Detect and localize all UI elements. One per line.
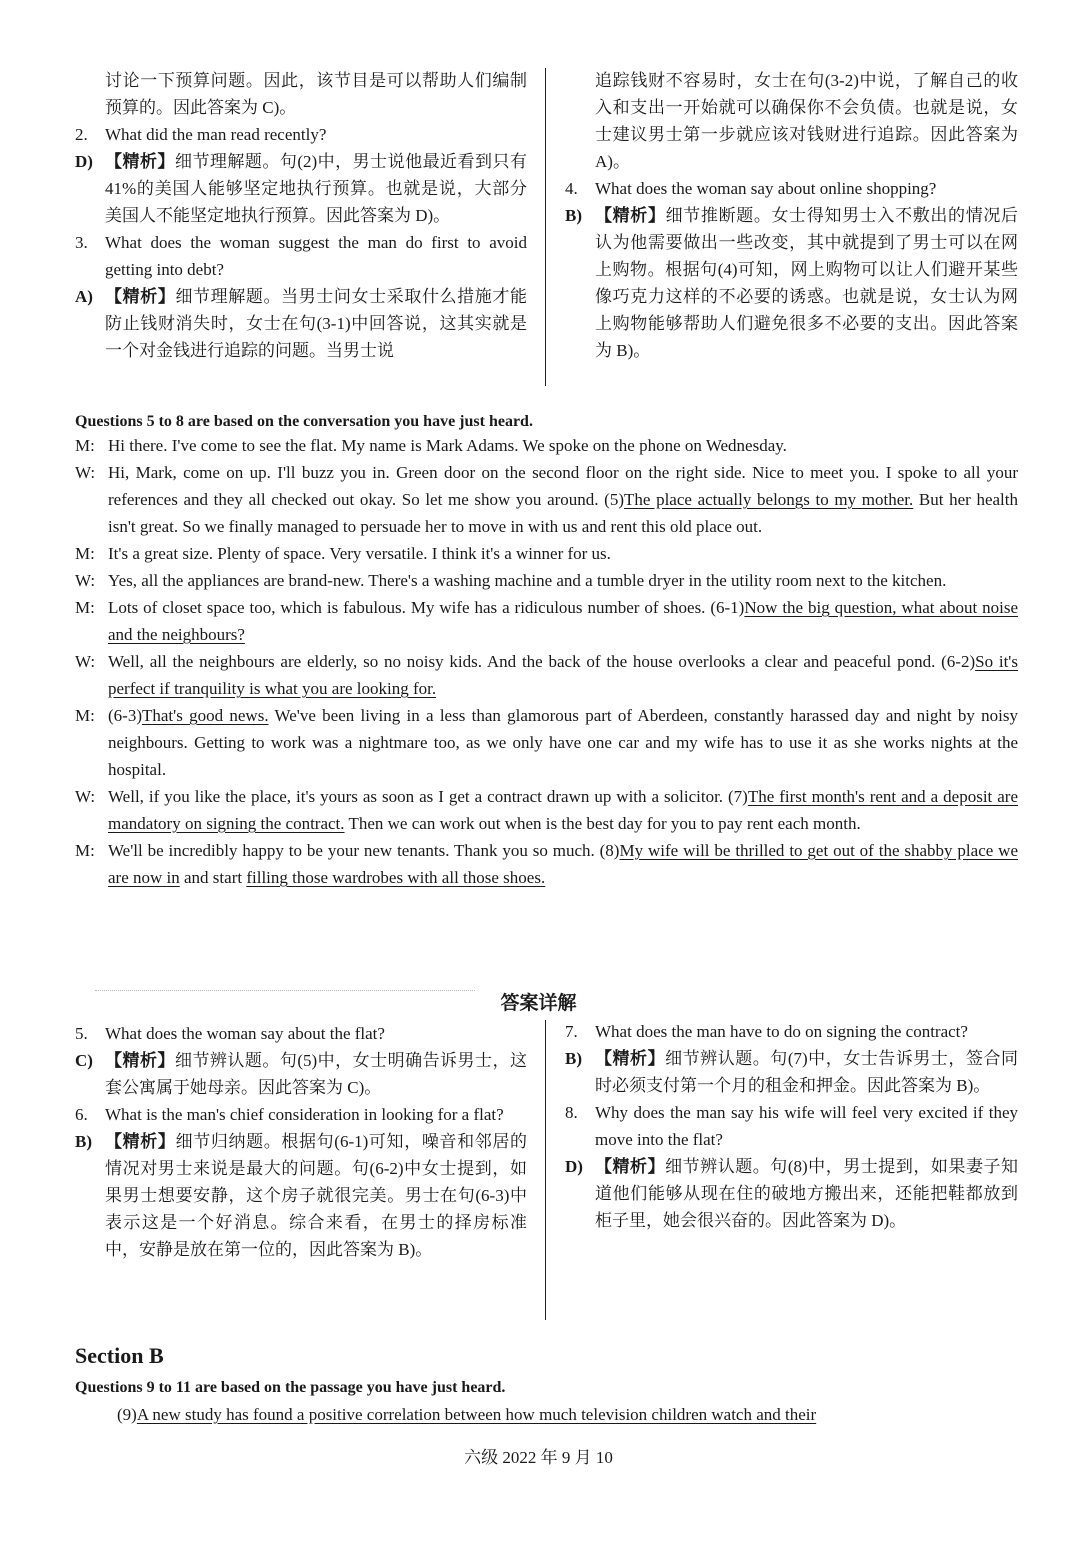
dialogue-text: (6-3) <box>108 706 142 725</box>
column-divider-bottom <box>545 1020 546 1320</box>
question-item <box>565 1018 1018 1045</box>
answers-title: 答案详解 <box>500 993 577 1014</box>
dialogue-text: We've been living in a less than glamorous part of Aberdeen, constantly harassed day and night by noisy neighbours. Getting to work was a nightmare too, as we only have one car and my wife has to use it as she works nights at the hospital. <box>108 706 1018 779</box>
question-text: What does the woman say about the flat? <box>105 1024 385 1043</box>
answer-item <box>75 1128 527 1263</box>
speaker-label: W: <box>75 463 96 482</box>
question-number: 6. <box>75 1105 88 1124</box>
answer-item <box>75 283 527 364</box>
answer-item <box>565 67 1018 175</box>
answer-item <box>75 67 527 121</box>
dialogue-text: Well, if you like the place, it's yours as soon as I get a contract drawn up with a solicitor. (7) <box>108 787 748 806</box>
answer-item <box>75 1047 527 1101</box>
section-b-heading: Questions 9 to 11 are based on the passage you have just heard. <box>75 1379 506 1396</box>
explanation-text: 细节理解题。句(2)中，男士说他最近看到只有 41%的美国人能够坚定地执行预算。也就是说，大部分美国人不能坚定地执行预算。因此答案为 D)。 <box>105 152 528 225</box>
underlined-key-sentence: The place actually belongs to my mother. <box>624 490 914 509</box>
question-number: 7. <box>565 1022 578 1041</box>
dialogue-turn <box>75 783 1018 837</box>
dialogue-turn <box>75 567 1018 594</box>
dialogue-turn <box>75 594 1018 648</box>
dialogue-turn <box>75 540 1018 567</box>
speaker-label: M: <box>75 706 95 725</box>
underlined-key-sentence: The first month's rent and a deposit are mandatory on signing the contract. <box>108 787 1018 833</box>
answer-item <box>565 1045 1018 1099</box>
question-item <box>75 1101 527 1128</box>
dialogue-text: Lots of closet space too, which is fabulous. My wife has a ridiculous number of shoes. (6-1) <box>108 598 745 617</box>
speaker-label: W: <box>75 652 96 671</box>
speaker-label: W: <box>75 787 96 806</box>
question-item <box>75 1020 527 1047</box>
dialogue-text: Well, all the neighbours are elderly, so no noisy kids. And the back of the house overlooks a clear and peaceful pond. (6-2) <box>108 652 976 671</box>
dialogue-turn <box>75 459 1018 540</box>
explanation-text: 细节归纳题。根据句(6-1)可知，噪音和邻居的情况对男士来说是最大的问题。句(6-2)中女士提到，如果男士想要安静，这个房子就很完美。男士在句(6-3)中表示这是一个好消息。综合来看，在男士的择房标准中，安静是放在第一位的，因此答案为 B)。 <box>105 1132 528 1259</box>
passage-underlined: A new study has found a positive correlation between how much television children watch and their <box>136 1405 817 1424</box>
dialogue-text: Then we can work out when is the best day for you to pay rent each month. <box>344 814 861 833</box>
explanation-text: 追踪钱财不容易时，女士在句(3-2)中说，了解自己的收入和支出一开始就可以确保你不会负债。也就是说，女士建议男士第一步就应该对钱财进行追踪。因此答案为 A)。 <box>595 71 1018 171</box>
dialogue-turn <box>75 648 1018 702</box>
question-number: 5. <box>75 1024 88 1043</box>
dialogue-text: Hi, Mark, come on up. I'll buzz you in. Green door on the second floor on the right side. Nice to meet you. I spoke to all your references and they all checked out okay. So let me show you around. (5) <box>108 463 1018 509</box>
analysis-tag: 【精析】 <box>105 152 175 171</box>
answer-letter: B) <box>565 1049 582 1068</box>
answer-letter: D) <box>75 152 93 171</box>
dialogue-text: It's a great size. Plenty of space. Very versatile. I think it's a winner for us. <box>108 544 611 563</box>
explanation-text: 细节辨认题。句(5)中，女士明确告诉男士，这套公寓属于她母亲。因此答案为 C)。 <box>105 1051 528 1097</box>
answer-letter: B) <box>565 206 582 225</box>
dialogue-transcript <box>75 432 1018 891</box>
page-footer: 六级 2022 年 9 月 10 <box>464 1448 613 1467</box>
analysis-tag: 【精析】 <box>105 287 176 306</box>
question-number: 2. <box>75 125 88 144</box>
dialogue-text: We'll be incredibly happy to be your new tenants. Thank you so much. (8) <box>108 841 620 860</box>
answer-item <box>75 148 527 229</box>
underlined-key-sentence: filling those wardrobes with all those shoes. <box>246 868 546 887</box>
question-text: What does the woman suggest the man do first to avoid getting into debt? <box>105 233 527 279</box>
question-item <box>75 121 527 148</box>
speaker-label: W: <box>75 571 96 590</box>
section-b-title: Section B <box>75 1343 164 1368</box>
underlined-key-sentence: My wife will be thrilled to get out of the shabby place we are now in <box>108 841 1018 887</box>
question-text: What does the man have to do on signing the contract? <box>595 1022 968 1041</box>
dialogue-text: Yes, all the appliances are brand-new. There's a washing machine and a tumble dryer in the utility room next to the kitchen. <box>108 571 947 590</box>
speaker-label: M: <box>75 598 95 617</box>
dialogue-text: But her health isn't great. So we finally managed to persuade her to move in with us and rent this old place out. <box>108 490 1019 536</box>
question-text: What is the man's chief consideration in looking for a flat? <box>105 1105 504 1124</box>
dialogue-turn <box>75 702 1018 783</box>
answer-item <box>565 202 1018 364</box>
question-text: What does the woman say about online shopping? <box>595 179 937 198</box>
dialogue-turn <box>75 432 1018 459</box>
question-text: Why does the man say his wife will feel very excited if they move into the flat? <box>595 1103 1018 1149</box>
passage-marker: (9) <box>117 1405 137 1424</box>
question-number: 8. <box>565 1103 578 1122</box>
answer-item <box>565 1153 1018 1234</box>
analysis-tag: 【精析】 <box>595 1157 666 1176</box>
bottom-left-column <box>75 1020 527 1263</box>
underlined-key-sentence: So it's perfect if tranquility is what you are looking for. <box>108 652 1018 698</box>
bottom-right-column <box>565 1018 1018 1234</box>
speaker-label: M: <box>75 544 95 563</box>
analysis-tag: 【精析】 <box>105 1132 176 1151</box>
analysis-tag: 【精析】 <box>105 1051 175 1070</box>
answer-letter: A) <box>75 287 93 306</box>
analysis-tag: 【精析】 <box>595 1049 666 1068</box>
section-b-passage <box>117 1401 1022 1428</box>
top-right-column <box>565 67 1018 364</box>
question-item <box>75 229 527 283</box>
question-item <box>565 175 1018 202</box>
answer-letter: B) <box>75 1132 92 1151</box>
speaker-label: M: <box>75 841 95 860</box>
column-divider <box>545 68 546 386</box>
explanation-text: 细节推断题。女士得知男士入不敷出的情况后认为他需要做出一些改变，其中就提到了男士可以在网上购物。根据句(4)可知，网上购物可以让人们避开某些像巧克力这样的不必要的诱惑。也就是说，女士认为网上购物能够帮助人们避免很多不必要的支出。因此答案为 B)。 <box>595 206 1018 360</box>
explanation-text: 细节辨认题。句(7)中，女士告诉男士，签合同时必须支付第一个月的租金和押金。因此答案为 B)。 <box>595 1049 1019 1095</box>
analysis-tag: 【精析】 <box>595 206 666 225</box>
dialogue-text: and start <box>179 868 247 887</box>
answer-letter: D) <box>565 1157 583 1176</box>
conversation-heading: Questions 5 to 8 are based on the conversation you have just heard. <box>75 413 533 430</box>
answer-letter: C) <box>75 1051 93 1070</box>
question-number: 3. <box>75 233 88 252</box>
top-left-column <box>75 67 527 364</box>
dialogue-turn <box>75 837 1018 891</box>
underlined-key-sentence: That's good news. <box>141 706 269 725</box>
explanation-text: 细节辨认题。句(8)中，男士提到，如果妻子知道他们能够从现在住的破地方搬出来，还能把鞋都放到柜子里，她会很兴奋的。因此答案为 D)。 <box>595 1157 1019 1230</box>
speaker-label: M: <box>75 436 95 455</box>
question-number: 4. <box>565 179 578 198</box>
dialogue-text: Hi there. I've come to see the flat. My name is Mark Adams. We spoke on the phone on Wednesday. <box>108 436 787 455</box>
explanation-text: 细节理解题。当男士问女士采取什么措施才能防止钱财消失时，女士在句(3-1)中回答说，这其实就是一个对金钱进行追踪的问题。当男士说 <box>105 287 528 360</box>
explanation-text: 讨论一下预算问题。因此，该节目是可以帮助人们编制预算的。因此答案为 C)。 <box>105 71 527 117</box>
question-text: What did the man read recently? <box>105 125 327 144</box>
underlined-key-sentence: Now the big question, what about noise and the neighbours? <box>108 598 1018 644</box>
question-item <box>565 1099 1018 1153</box>
